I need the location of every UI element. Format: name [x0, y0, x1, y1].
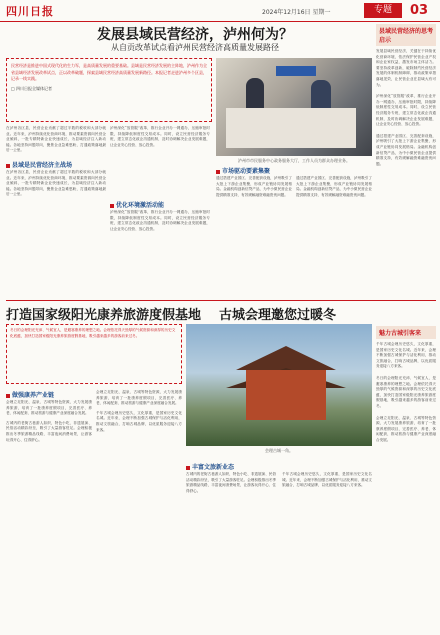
sidebar-label: 县域民营经济的思考启示: [376, 24, 436, 46]
story1-section-heading: 县域是民营经济主战场: [6, 160, 72, 169]
section-divider: [6, 300, 436, 301]
page-number: 03: [409, 3, 429, 18]
sidebar-text: 通过搭建产业园区、完善配套设施，泸州吸引了大批上下游企业集聚，形成产业链协同发展格局。金融机构创新信贷产品，为中小微民营企业提供精准支持，有效缓解融资难融资贵问题。: [376, 133, 436, 166]
story2-intro-box: [6, 324, 182, 384]
story1-column-2: [110, 126, 210, 148]
story1-column-3: [216, 176, 292, 198]
photo-building: [246, 370, 326, 420]
newspaper-logo: 四川日报: [6, 5, 54, 18]
story2-section-text: 千年古城会理历史悠久，文化厚重，是国家历史文化名城。近年来，会理不断加强古城保护与活化利用，推动文旅融合，打响古城品牌，以优质服务迎接八方来客。: [282, 472, 372, 488]
story2-column-2: [96, 390, 182, 433]
sidebar-text: 会理立足阳光、温泉、古城等特色资源，大力发展康养旅游，培育了一批康养度假项目，完善医疗、养老、休闲配套，推动旅游与健康产业深度融合发展。: [376, 415, 436, 442]
story1-column-4: [296, 176, 372, 198]
story1-sidebar: [376, 24, 436, 324]
story2-photo: [186, 324, 372, 446]
section-tag: 专题: [364, 3, 402, 18]
story1-section-heading: 优化环境激活动能: [110, 200, 164, 209]
story2-column-1: [6, 400, 92, 443]
photo-sign: [276, 66, 316, 76]
story1-byline: □ 四川日报全媒体记者: [11, 85, 53, 91]
story1-intro-box: [6, 58, 212, 122]
story2-section-text: 古城内的老街古巷游人如织，特色小吃、非遗展演、民俗活动精彩纷呈，吸引了大量游客驻足。会理积极推出冬季旅游精品线路，丰富夜间消费场景，让游客玩得开心、住得舒心。: [186, 472, 276, 493]
story1-column-1b: [6, 170, 106, 198]
story1-section-text: 在泸州各区县，民营企业贡献了超过半数的税收和大部分就业。近年来，泸州持续优化营商环境，推动要素资源向民营企业倾斜，一批专精特新企业快速成长，为县域经济注入新动能。各地坚持问题导向，聚焦企业急难愁盼，打通政策落地最后一公里。: [6, 170, 106, 197]
story1-photo-caption: 泸州市市民服务中心政务服务大厅，工作人员为群众办理业务。: [238, 158, 350, 163]
sidebar-text: 发展县域民营经济，关键在于持续优化营商环境，依法保护民营企业产权和企业家权益，激发市场主体活力。要坚持改革创新，破除制约民营经济发展的体制机制障碍，推动政策举措落地见效，让民营企业在县域大有可为。: [376, 49, 436, 87]
story1-section-text: 通过搭建产业园区、完善配套设施，泸州吸引了大批上下游企业集聚，形成产业链协同发展格局。金融机构创新信贷产品，为中小微民营企业提供精准支持，有效缓解融资难融资贵问题。: [216, 176, 292, 197]
story1-section-text: 泸州深化“放管服”改革，推行企业开办一网通办，压缩审批时限，持续降低制度性交易成本。同时，设立民营经济服务专班，建立常态化政企沟通机制，及时协调解决企业发展难题，让企业安心经营、放心投资。: [110, 126, 210, 147]
story2-section-text: 会理立足阳光、温泉、古城等特色资源，大力发展康养旅游，培育了一批康养度假项目，完善医疗、养老、休闲配套，推动旅游与健康产业深度融合发展。: [96, 390, 182, 406]
photo-desk: [226, 108, 356, 148]
photo-roof: [236, 346, 336, 370]
story2-intro: 冬日的会理阳光充沛、气候宜人，是避寒康养的理想之地。会理依托得天独厚的气候资源和深厚的历史文化底蕴，加快打造国家级阳光康养旅游度假基地，吸引越来越多的游客前来过冬。: [10, 328, 176, 338]
story1-section-text: 泸州深化“放管服”改革，推行企业开办一网通办，压缩审批时限，持续降低制度性交易成本。同时，设立民营经济服务专班，建立常态化政企沟通机制，及时协调解决企业发展难题，让企业安心经营、放心投资。: [110, 210, 210, 231]
story2-column-3: [186, 472, 276, 494]
story2-section-heading: 丰富文旅新业态: [186, 462, 234, 471]
story1-intro-continued: 在泸州各区县，民营企业贡献了超过半数的税收和大部分就业。近年来，泸州持续优化营商环境，推动要素资源向民营企业倾斜，一批专精特新企业快速成长，为县域经济注入新动能。各地坚持问题导向，聚焦企业急难愁盼，打通政策落地最后一公里。: [6, 126, 106, 153]
story1-column-1: [6, 126, 106, 154]
sidebar-text: 冬日的会理阳光充沛、气候宜人，是避寒康养的理想之地。会理依托得天独厚的气候资源和深厚的历史文化底蕴，加快打造国家级阳光康养旅游度假基地，吸引越来越多的游客前来过冬。: [376, 375, 436, 408]
story2-photo-caption: 会理古城一角。: [265, 448, 293, 453]
story1-subhead: 从自贡改革试点看泸州民营经济高质量发展路径: [111, 43, 279, 52]
sidebar-text: 千年古城会理历史悠久，文化厚重，是国家历史文化名城。近年来，会理不断加强古城保护与活化利用，推动文旅融合，打响古城品牌，以优质服务迎接八方来客。: [376, 342, 436, 369]
story1-headline: 发展县域民营经济，泸州何为？: [97, 27, 293, 43]
story1-section-heading: 市场驱动要素集聚: [216, 166, 270, 175]
sidebar-label: 魅力古城引客来: [376, 326, 436, 339]
story1-photo: [216, 58, 372, 156]
story2-section-text: 古城内的老街古巷游人如织，特色小吃、非遗展演、民俗活动精彩纷呈，吸引了大量游客驻足。会理积极推出冬季旅游精品线路，丰富夜间消费场景，让游客玩得开心、住得舒心。: [6, 420, 92, 442]
story1-section-text: 通过搭建产业园区、完善配套设施，泸州吸引了大批上下游企业集聚，形成产业链协同发展格局。金融机构创新信贷产品，为中小微民营企业提供精准支持，有效缓解融资难融资贵问题。: [296, 176, 372, 197]
story1-intro: 民营经济是推进中国式现代化的生力军，是高质量发展的重要基础。县域是民营经济发展的主阵地，泸州作为全省县域经济发展改革试点，正以改革破题，探索县域民营经济高质量发展新路径。本报记者走进泸州多个区县，记录一线实践。: [11, 63, 207, 81]
masthead: [0, 0, 440, 22]
story2-sidebar: [376, 326, 436, 626]
sidebar-text: 泸州深化“放管服”改革，推行企业开办一网通办，压缩审批时限，持续降低制度性交易成本。同时，设立民营经济服务专班，建立常态化政企沟通机制，及时协调解决企业发展难题，让企业安心经营、放心投资。: [376, 94, 436, 127]
story2-headline-b: 古城会理邀您过暖冬: [219, 308, 337, 323]
story2-section-text: 会理立足阳光、温泉、古城等特色资源，大力发展康养旅游，培育了一批康养度假项目，完善医疗、养老、休闲配套，推动旅游与健康产业深度融合发展。: [6, 400, 92, 416]
dateline: 2024年12月16日 星期一: [262, 9, 331, 16]
story2-column-4: [282, 472, 372, 489]
story2-headline-a: 打造国家级阳光康养旅游度假基地: [6, 308, 202, 323]
story1-column-2b: [110, 210, 210, 232]
story2-headline: [6, 304, 436, 323]
story2-section-text: 千年古城会理历史悠久，文化厚重，是国家历史文化名城。近年来，会理不断加强古城保护与活化利用，推动文旅融合，打响古城品牌，以优质服务迎接八方来客。: [96, 410, 182, 432]
story2-section-heading: 做强康养产业链: [6, 390, 54, 399]
